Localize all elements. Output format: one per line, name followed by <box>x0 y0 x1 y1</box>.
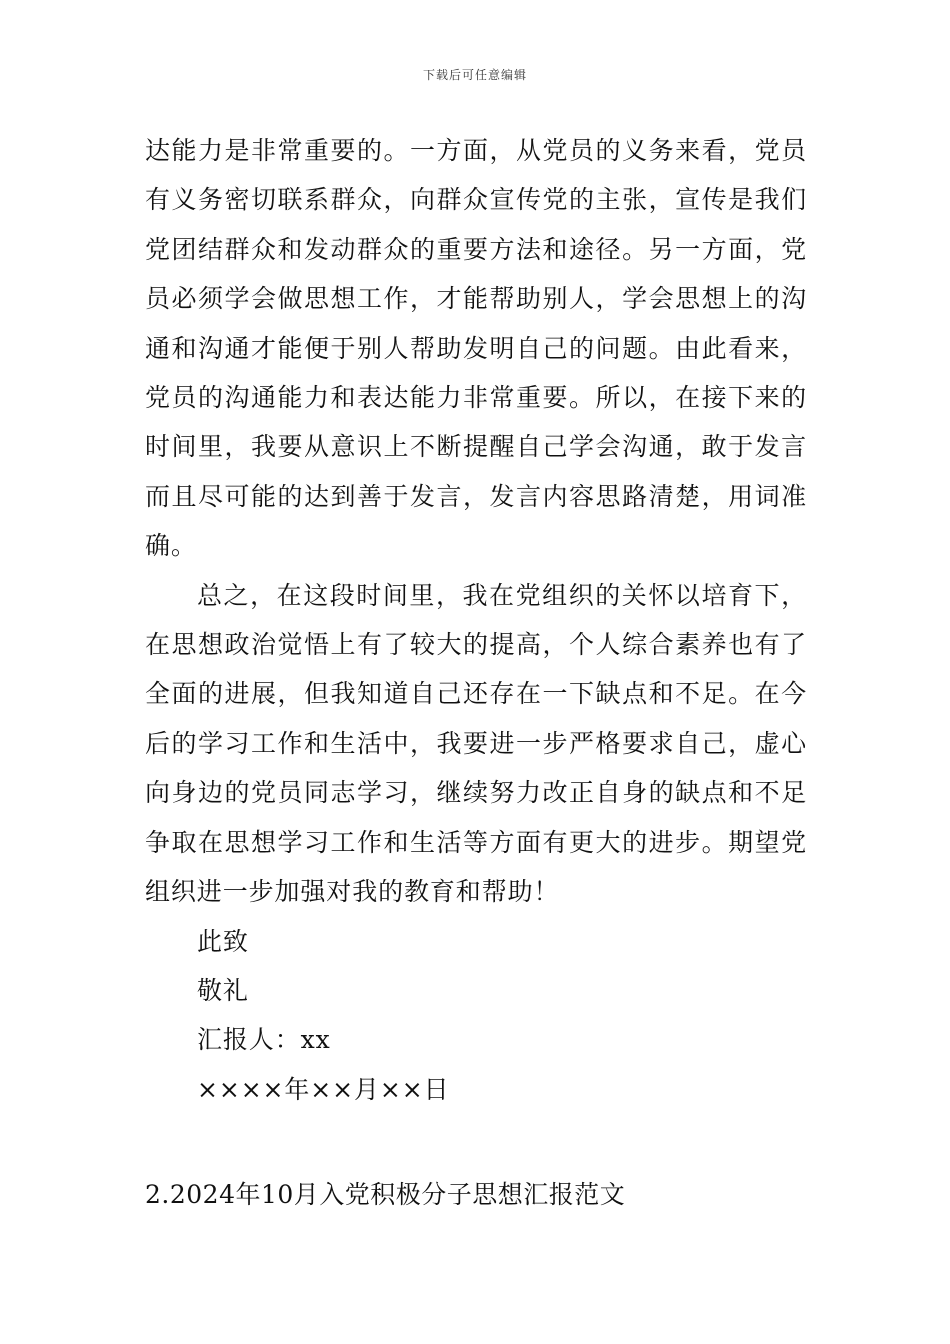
document-body <box>145 126 807 1114</box>
report-date: ××××年××月××日 <box>197 1074 450 1104</box>
next-section-title: 2.2024年10月入党积极分子思想汇报范文 <box>145 1180 626 1209</box>
closing-regards: 敬礼 <box>197 975 249 1005</box>
body-paragraph-1: 达能力是非常重要的。一方面，从党员的义务来看，党员有义务密切联系群众，向群众宣传党的主张，宣传是我们党团结群众和发动群众的重要方法和途径。另一方面，党员必须学会做思想工作，才能帮助别人，学会思想上的沟通和沟通才能便于别人帮助发明自己的问题。由此看来，党员的沟通能力和表达能力非常重要。所以，在接下来的时间里，我要从意识上不断提醒自己学会沟通，敢于发言而且尽可能的达到善于发言，发言内容思路清楚，用词准确。 <box>145 136 807 561</box>
reporter-signature: 汇报人：xx <box>197 1025 331 1055</box>
body-paragraph-2: 总之，在这段时间里，我在党组织的关怀以培育下，在思想政治觉悟上有了较大的提高，个人综合素养也有了全面的进展，但我知道自己还存在一下缺点和不足。在今后的学习工作和生活中，我要进一步严格要求自己，虚心向身边的党员同志学习，继续努力改正自身的缺点和不足争取在思想学习工作和生活等方面有更大的进步。期望党组织进一步加强对我的教育和帮助！ <box>145 580 807 907</box>
closing-salutation: 此致 <box>197 926 249 956</box>
page-header-note: 下载后可任意编辑 <box>422 68 527 82</box>
